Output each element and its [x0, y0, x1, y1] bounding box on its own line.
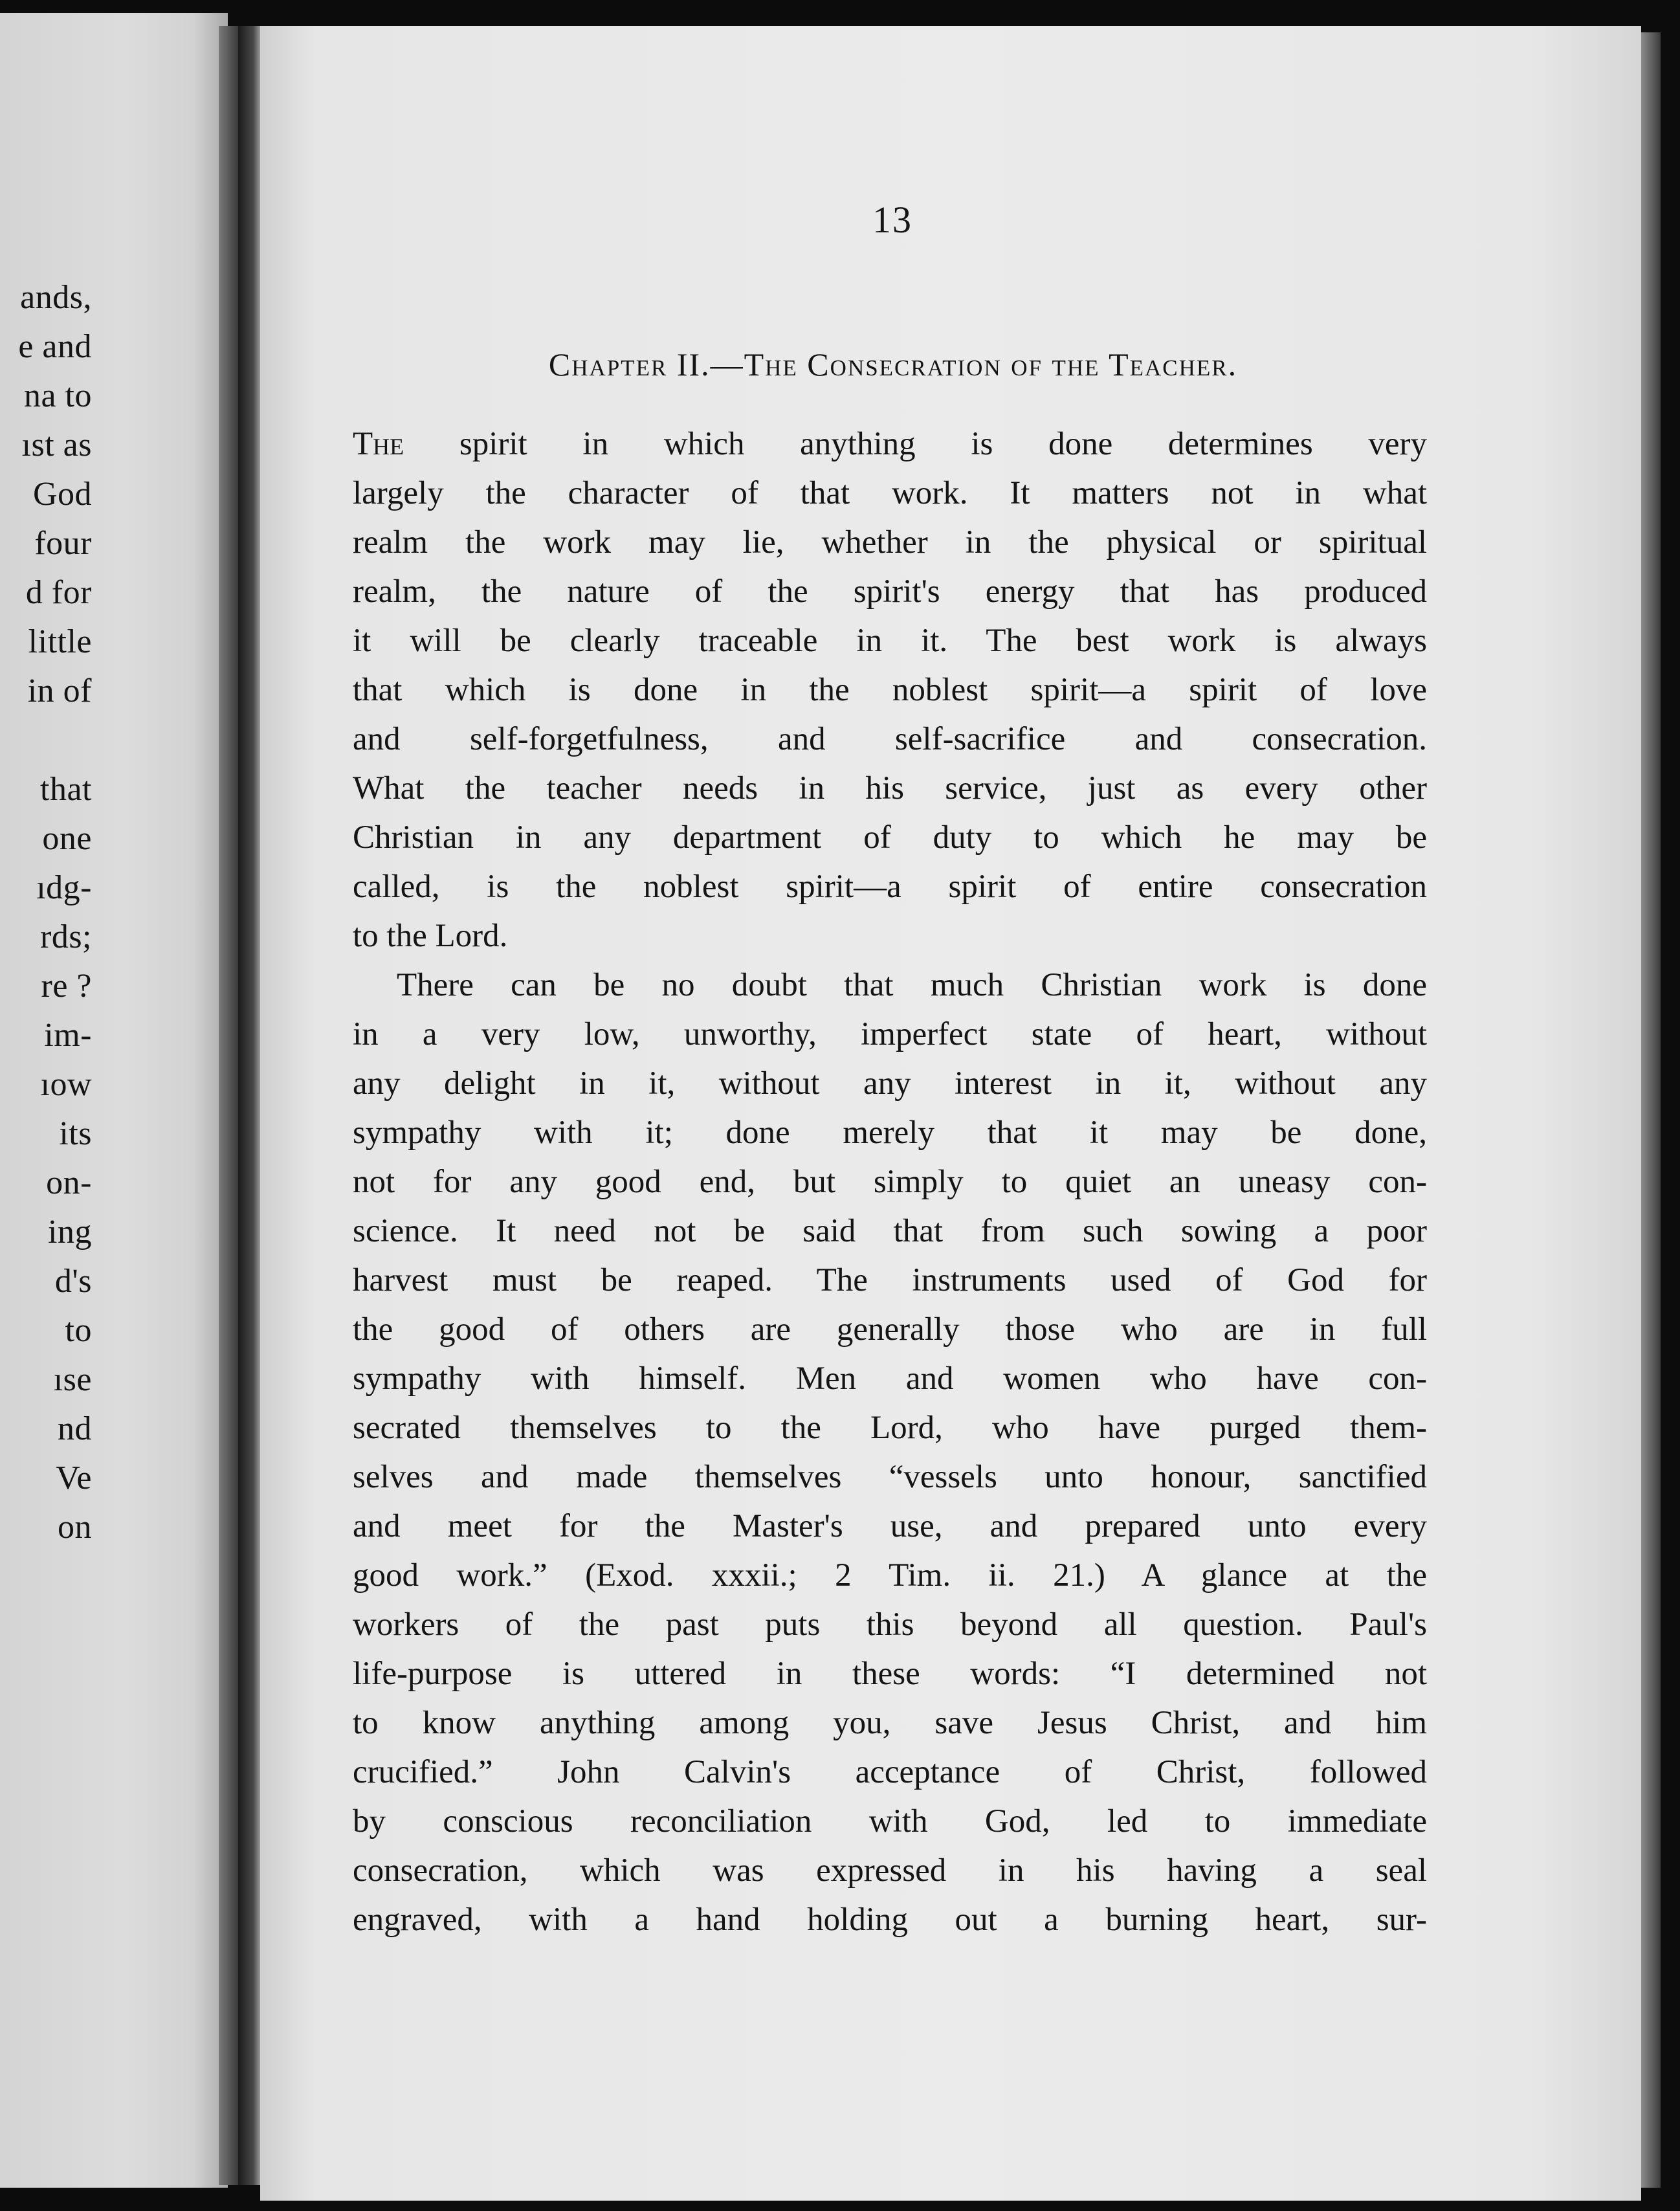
paragraph-line: selves and made themselves “vessels unto honour, sanctified: [353, 1459, 1427, 1495]
gutter-shadow: [238, 26, 260, 2185]
left-page-line: na to: [23, 377, 92, 414]
page-edge: [1641, 32, 1661, 2188]
paragraph-line: engraved, with a hand holding out a burning heart, sur-: [353, 1902, 1427, 1938]
left-page-line: little: [28, 623, 92, 660]
paragraph-line: and meet for the Master's use, and prepared unto every: [353, 1508, 1427, 1544]
left-page-line: on: [58, 1509, 92, 1546]
chapter-heading: Chapter II.—The Consecration of the Teacher.: [548, 346, 1238, 383]
paragraph-line: There can be no doubt that much Christian work is done: [397, 967, 1427, 1003]
paragraph-line: secrated themselves to the Lord, who have purged them-: [353, 1410, 1427, 1446]
paragraph-line: What the teacher needs in his service, just as every other: [353, 770, 1427, 806]
book-gutter: [219, 26, 238, 2185]
paragraph-line: Christian in any department of duty to which he may be: [353, 819, 1427, 856]
paragraph-line: harvest must be reaped. The instruments used of God for: [353, 1262, 1427, 1298]
paragraph-line: and self-forgetfulness, and self-sacrifice and consecration.: [353, 721, 1427, 757]
left-page-line: ing: [48, 1214, 92, 1250]
paragraph-line: not for any good end, but simply to quiet an uneasy con-: [353, 1164, 1427, 1200]
left-page-line: re ?: [41, 968, 92, 1005]
paragraph-line: good work.” (Exod. xxxii.; 2 Tim. ii. 21.) A glance at the: [353, 1557, 1427, 1594]
left-page-line: one: [42, 820, 92, 857]
left-page-line: that: [40, 771, 92, 808]
left-page-line: ıse: [53, 1361, 92, 1398]
paragraph-line: workers of the past puts this beyond all question. Paul's: [353, 1606, 1427, 1643]
paragraph-line: by conscious reconciliation with God, led to immediate: [353, 1803, 1427, 1839]
paragraph-line: any delight in it, without any interest in it, without any: [353, 1065, 1427, 1102]
paragraph-line: the good of others are generally those who are in full: [353, 1311, 1427, 1348]
paragraph-line: sympathy with himself. Men and women who have con-: [353, 1361, 1427, 1397]
left-page-line: four: [34, 525, 92, 562]
left-page-line: to: [65, 1312, 92, 1349]
left-page-line: e and: [18, 328, 92, 365]
paragraph-line: that which is done in the noblest spirit—a spirit of love: [353, 672, 1427, 708]
left-page-line: in of: [27, 672, 92, 709]
left-page-line: d for: [25, 574, 92, 611]
paragraph-line: consecration, which was expressed in his having a seal: [353, 1852, 1427, 1889]
paragraph-line: it will be clearly traceable in it. The best work is always: [353, 623, 1427, 659]
left-page-line: on-: [46, 1164, 92, 1201]
paragraph-line: called, is the noblest spirit—a spirit of entire consecration: [353, 869, 1427, 905]
left-page-line: ıst as: [21, 427, 92, 463]
paragraph-line: realm the work may lie, whether in the physical or spiritual: [353, 524, 1427, 561]
page-number: 13: [872, 199, 912, 241]
paragraph-line: sympathy with it; done merely that it may be done,: [353, 1115, 1427, 1151]
paragraph-line: realm, the nature of the spirit's energy that has produced: [353, 573, 1427, 610]
paragraph-line: to the Lord.: [353, 918, 508, 954]
paragraph-line: largely the character of that work. It matters not in what: [353, 475, 1427, 511]
left-page-line: God: [32, 476, 92, 513]
left-page-line: im-: [44, 1017, 92, 1054]
left-page-line: ıow: [40, 1066, 92, 1103]
left-page-line: nd: [58, 1410, 92, 1447]
paragraph-line: to know anything among you, save Jesus Christ, and him: [353, 1705, 1427, 1741]
paragraph-line: [353, 421, 1427, 467]
paragraph-line: life-purpose is uttered in these words: “I determined not: [353, 1656, 1427, 1692]
left-page-line: ands,: [20, 279, 92, 316]
paragraph-line: crucified.” John Calvin's acceptance of Christ, followed: [353, 1754, 1427, 1790]
left-page-line: its: [59, 1115, 92, 1152]
paragraph-line: in a very low, unworthy, imperfect state of heart, without: [353, 1016, 1427, 1052]
left-facing-page: [0, 13, 228, 2188]
left-page-line: ıdg-: [36, 869, 92, 906]
left-page-line: d's: [54, 1263, 92, 1300]
left-page-line: rds;: [40, 918, 92, 955]
line-text: spirit in which anything is done determines very: [404, 426, 1427, 462]
paragraph-line: science. It need not be said that from such sowing a poor: [353, 1213, 1427, 1249]
drop-word: The: [353, 426, 404, 462]
left-page-line: Ve: [56, 1460, 92, 1496]
